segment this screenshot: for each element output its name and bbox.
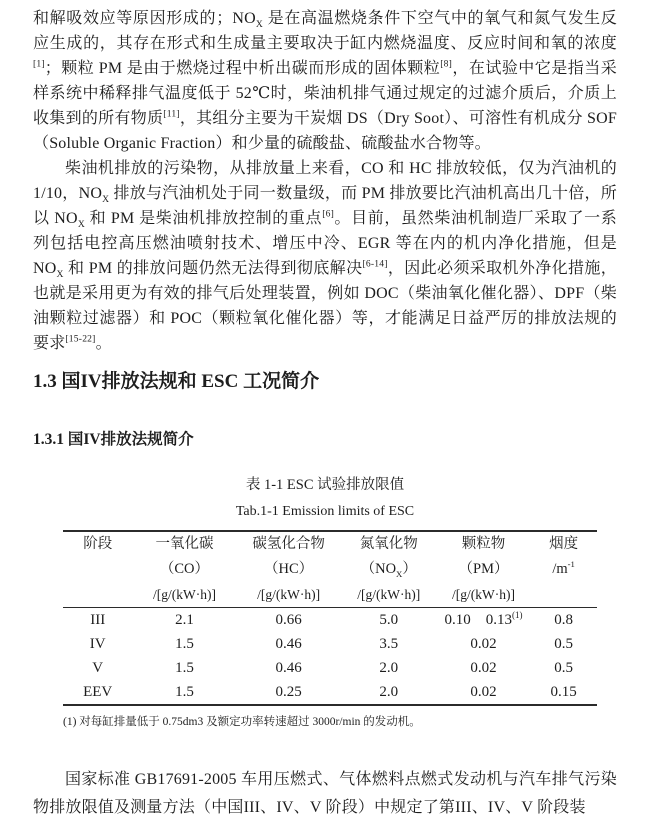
subsection-heading: 1.3.1 国IV排放法规简介 bbox=[33, 431, 194, 448]
header-line: /[g/(kW·h)] bbox=[357, 587, 421, 602]
table-cell: 0.25 bbox=[275, 684, 302, 700]
table-header-cell-smoke bbox=[530, 531, 597, 608]
table-caption-en: Tab.1-1 Emission limits of ESC bbox=[235, 504, 415, 519]
header-line: $/m^{-1}$ bbox=[552, 559, 575, 577]
table-footnote: (1) 对每缸排量低于 0.75dm3 及额定功率转速超过 3000r/min 的发动机。 bbox=[63, 716, 421, 728]
table-cell: 0.15 bbox=[550, 684, 577, 700]
table-cell: 2.0 bbox=[379, 660, 399, 676]
header-line: 碳氢化合物 bbox=[252, 536, 325, 552]
table-cell: 5.0 bbox=[379, 612, 399, 628]
table-row bbox=[63, 680, 597, 705]
header-line: （PM） bbox=[458, 561, 509, 577]
table-cell: 0.66 bbox=[275, 612, 302, 628]
header-line bbox=[63, 582, 132, 607]
table-caption-zh: 表 1-1 ESC 试验排放限值 bbox=[245, 477, 405, 493]
table-header bbox=[63, 531, 597, 608]
table-header-cell-co bbox=[132, 531, 236, 608]
header-line: $(NO_X)$ bbox=[360, 561, 417, 579]
table-cell: III bbox=[90, 612, 106, 628]
table-cell: 0.02 bbox=[470, 660, 497, 676]
header-line: 阶段 bbox=[83, 536, 113, 552]
table-cell: 0.46 bbox=[275, 636, 302, 652]
header-line: 一氧化碳 bbox=[155, 536, 214, 552]
table-cell: 0.02 bbox=[470, 636, 497, 652]
table-header-cell-stage bbox=[63, 531, 132, 608]
header-line: /[g/(kW·h)] bbox=[257, 587, 321, 602]
header-line: 颗粒物 bbox=[461, 536, 506, 552]
table-row bbox=[63, 656, 597, 680]
table-cell: 1.5 bbox=[175, 660, 194, 676]
table-header-cell-hc bbox=[237, 531, 341, 608]
body-paragraph: 国家标准 GB17691-2005 车用压燃式、气体燃料点燃式发动机与汽车排气污染物排放限值及测量方法（中国III、IV、V 阶段）中规定了第III、IV、V 阶段装 bbox=[33, 771, 617, 816]
table-cell: 1.5 bbox=[175, 684, 194, 700]
table-cell: V bbox=[92, 660, 104, 676]
table-cell: 0.8 bbox=[554, 612, 573, 628]
table-cell: IV bbox=[89, 636, 106, 652]
table-header-row bbox=[63, 531, 597, 608]
table-cell: 0.46 bbox=[275, 660, 302, 676]
table-header-cell-nox bbox=[341, 531, 437, 608]
header-line bbox=[530, 582, 597, 607]
header-line: 烟度 bbox=[549, 536, 579, 552]
table-cell: 1.5 bbox=[175, 636, 194, 652]
table-row bbox=[63, 632, 597, 656]
table-row bbox=[63, 608, 597, 633]
table-cell: 0.5 bbox=[554, 636, 573, 652]
header-line: （HC） bbox=[264, 561, 314, 577]
section-heading: 1.3 国IV排放法规和 ESC 工况简介 bbox=[33, 371, 320, 392]
header-line: （CO） bbox=[159, 561, 210, 577]
table-body bbox=[63, 608, 597, 706]
header-line bbox=[63, 557, 132, 582]
table-cell: 0.10 0.13$^{(1)}$ bbox=[444, 610, 523, 628]
header-line: /[g/(kW·h)] bbox=[152, 587, 216, 602]
table-cell: EEV bbox=[83, 684, 113, 700]
table-cell: 0.5 bbox=[554, 660, 573, 676]
header-line: /[g/(kW·h)] bbox=[451, 587, 515, 602]
body-paragraph: 和解吸效应等原因形成的；$NO_X$ 是在高温燃烧条件下空气中的氧气和氮气发生反应生成的，其存在形式和生成量主要取决于缸内燃烧温度、反应时间和氧的浓度[1]；颗粒 PM 是由于燃烧过程中析出碳而形成的固体颗粒[8]，在试验中它是指当采样系统中稀释排气温度低于 52℃时，柴油机排气通过规定的过滤介质后，介质上收集到的所有物质[11]，其组分主要为干炭烟 DS（Dry Soot）、可溶性有机成分 SOF（Soluble Organic Fraction）和少量的硫酸盐、硫酸盐水合物等。 bbox=[33, 10, 617, 152]
body-paragraph: 柴油机排放的污染物，从排放量上来看，CO 和 HC 排放较低，仅为汽油机的 1/10，$NO_X$ 排放与汽油机处于同一数量级，而 PM 排放要比汽油机高出几十倍，所以 $NO_X$ 和 PM 是柴油机排放控制的重点[6]。目前，虽然柴油机制造厂采取了一系列包括电控高压燃油喷射技术、增压中冷、EGR 等在内的机内净化措施，但是 $NO_X$ 和 PM 的排放问题仍然无法得到彻底解决[6-14]，因此必须采取机外净化措施，也就是采用更为有效的排气后处理装置，例如 DOC（柴油氧化催化器）、DPF（柴油颗粒过滤器）和 POC（颗粒氧化催化器）等，才能满足日益严厉的排放法规的要求[15-22]。 bbox=[33, 160, 617, 352]
table-cell: 2.0 bbox=[379, 684, 399, 700]
emission-limits-table bbox=[63, 530, 597, 706]
table-cell: 0.02 bbox=[470, 684, 497, 700]
table-header-cell-pm bbox=[437, 531, 530, 608]
header-line: 氮氧化物 bbox=[359, 536, 418, 552]
table-cell: 2.1 bbox=[175, 612, 194, 628]
table-cell: 3.5 bbox=[379, 636, 399, 652]
